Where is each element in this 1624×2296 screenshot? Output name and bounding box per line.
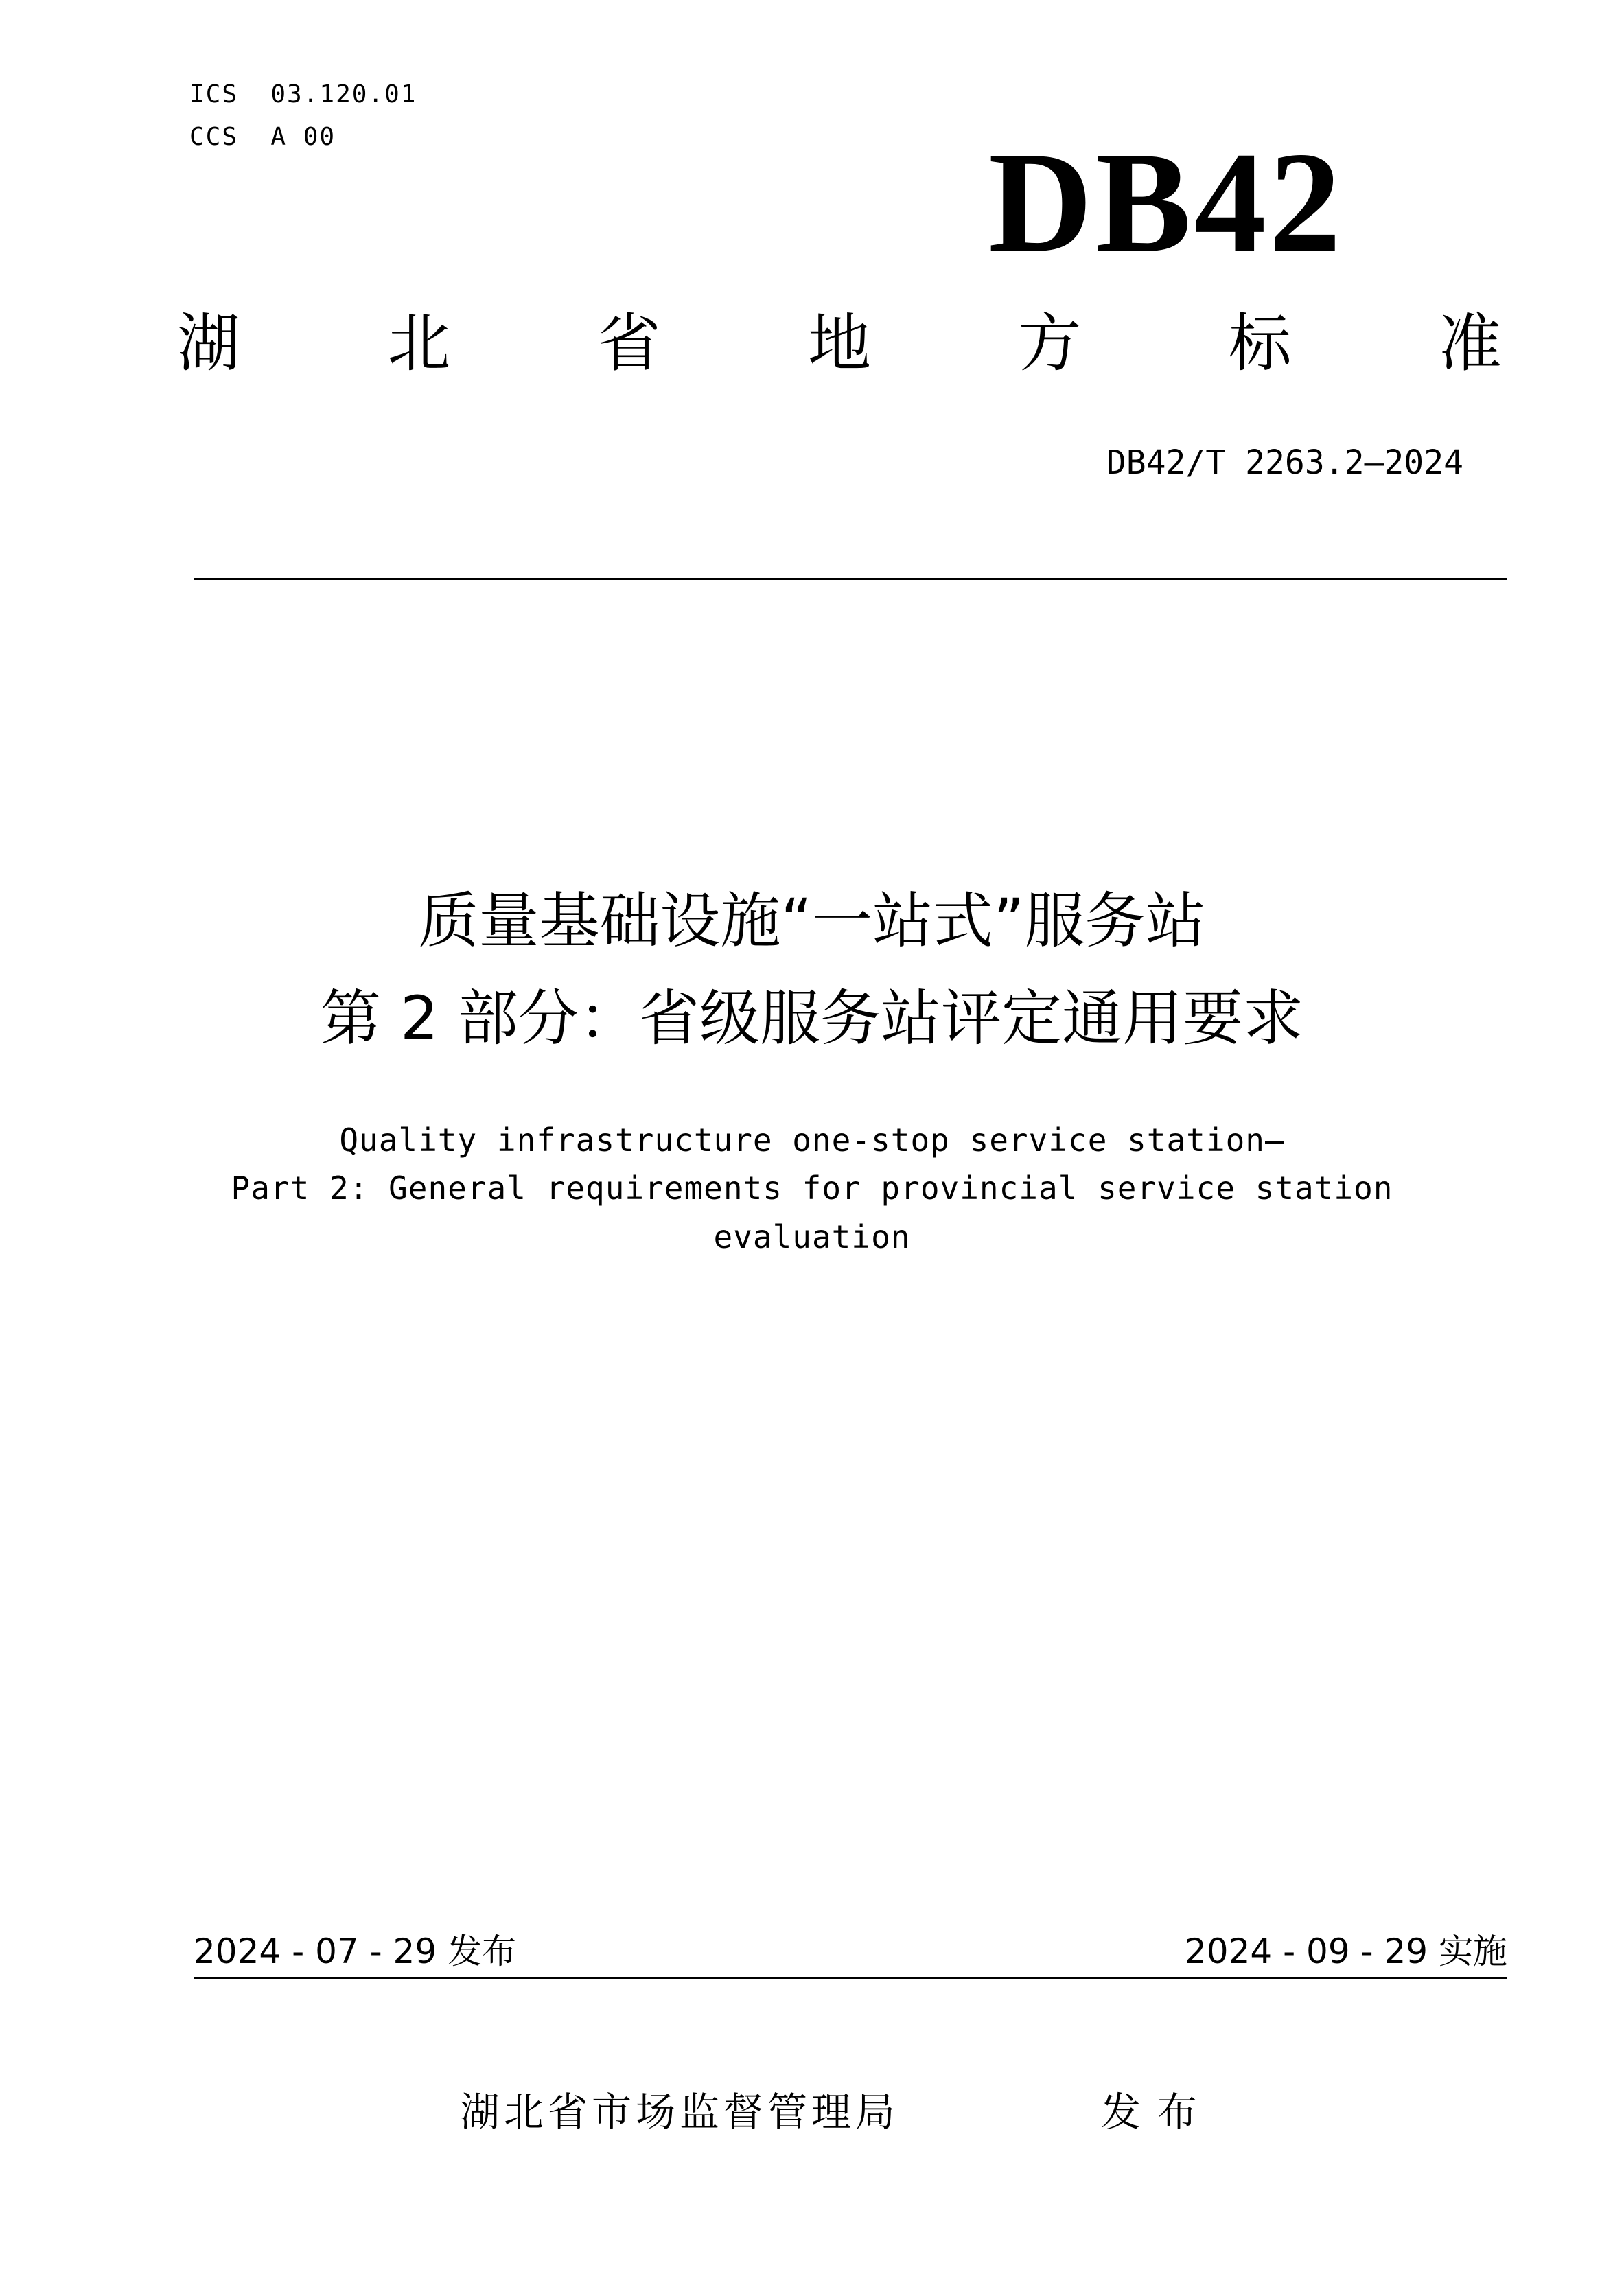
standard-type-char: 北 bbox=[387, 307, 451, 380]
issue-date: 2024 - 07 - 29 发布 bbox=[194, 1932, 517, 1971]
chinese-title-line-1: 质量基础设施“一站式”服务站 bbox=[418, 885, 1206, 956]
header-divider bbox=[194, 578, 1507, 580]
ics-code: ICS 03.120.01 bbox=[189, 80, 417, 108]
english-title-line-3: evaluation bbox=[713, 1218, 911, 1255]
standard-type-char: 方 bbox=[1018, 307, 1082, 380]
standard-type-char: 地 bbox=[807, 307, 871, 380]
english-title-line-1: Quality infrastructure one-stop service station— bbox=[339, 1122, 1285, 1159]
publish-label: 发布 bbox=[1101, 2089, 1214, 2135]
standard-type-heading bbox=[177, 307, 1502, 380]
ccs-code: CCS A 00 bbox=[189, 123, 336, 151]
standard-type-char: 标 bbox=[1228, 307, 1292, 380]
english-title-line-2: Part 2: General requirements for provincial service station bbox=[231, 1170, 1393, 1207]
footer-divider bbox=[194, 1977, 1507, 1979]
implementation-date: 2024 - 09 - 29 实施 bbox=[1184, 1932, 1507, 1971]
chinese-title-line-2: 第 2 部分：省级服务站评定通用要求 bbox=[321, 983, 1303, 1054]
standard-type-char: 湖 bbox=[177, 307, 241, 380]
publisher-name: 湖北省市场监督管理局 bbox=[460, 2089, 900, 2135]
standard-type-char: 省 bbox=[597, 307, 661, 380]
standard-number: DB42/T 2263.2—2024 bbox=[1106, 443, 1463, 482]
standard-logo: DB42 bbox=[988, 123, 1344, 282]
standard-type-char: 准 bbox=[1438, 307, 1502, 380]
